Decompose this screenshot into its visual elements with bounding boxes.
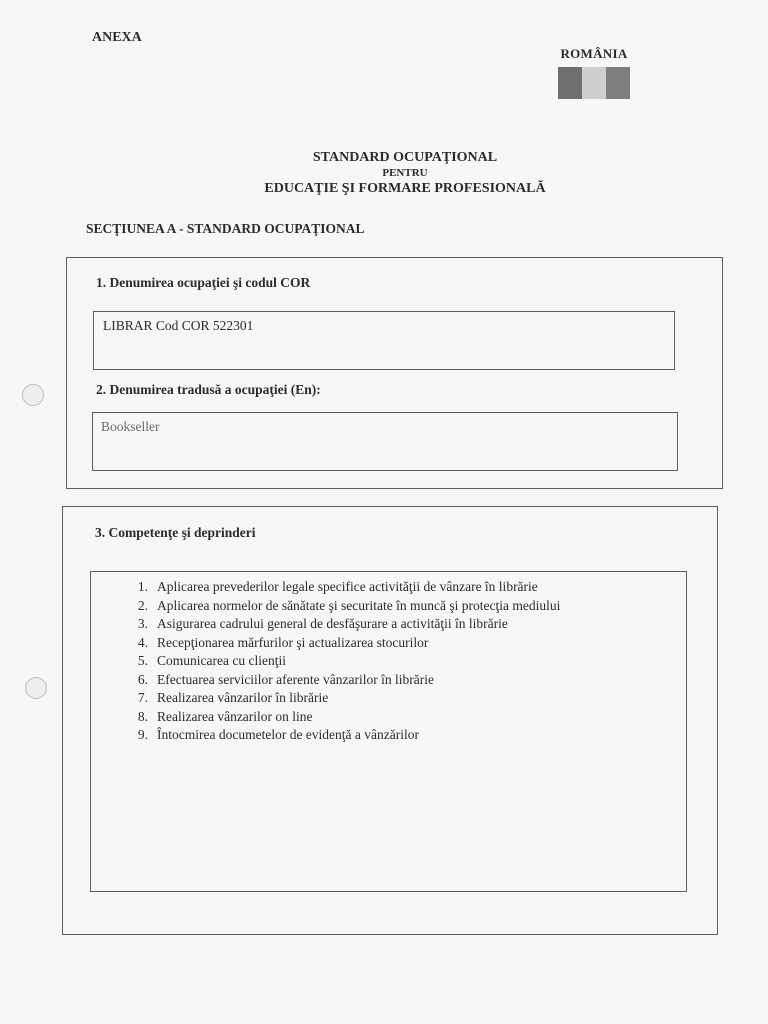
competencies-heading: 3. Competenţe şi deprinderi	[95, 525, 256, 540]
country-label: ROMÂNIA	[560, 46, 628, 61]
punch-hole-icon	[25, 677, 47, 699]
flag-stripe-middle	[582, 67, 606, 99]
translated-heading: 2. Denumirea tradusă a ocupaţiei (En):	[96, 382, 321, 397]
title-line-3: EDUCAŢIE ŞI FORMARE PROFESIONALĂ	[264, 181, 546, 196]
flag-icon	[548, 67, 640, 99]
list-item: 5. Comunicarea cu clienţii	[137, 653, 286, 668]
occupation-value: LIBRAR Cod COR 522301	[103, 318, 254, 333]
document-title	[0, 150, 768, 197]
list-item: 4. Recepţionarea mărfurilor şi actualizarea stocurilor	[137, 634, 429, 650]
list-item: 2. Aplicarea normelor de sănătate şi securitate în muncă şi protecţia mediului	[137, 597, 561, 613]
list-item: 1. Aplicarea prevederilor legale specifice activităţii de vânzare în librărie	[137, 579, 538, 594]
punch-hole-icon	[22, 384, 44, 406]
occupation-heading: 1. Denumirea ocupaţiei şi codul COR	[96, 275, 311, 290]
list-item: 3. Asigurarea cadrului general de desfăşurare a activităţii în librărie	[137, 616, 508, 631]
list-item: 9. Întocmirea documetelor de evidenţă a vânzărilor	[137, 727, 419, 742]
country-block	[548, 46, 640, 99]
list-item: 7. Realizarea vânzarilor în librărie	[137, 690, 329, 705]
title-line-1: STANDARD OCUPAŢIONAL	[312, 150, 498, 165]
flag-stripe-right	[606, 67, 630, 99]
annex-label: ANEXA	[92, 30, 142, 45]
title-line-2: PENTRU	[382, 167, 428, 179]
translated-value: Bookseller	[101, 419, 160, 434]
list-item: 6. Efectuarea serviciilor aferente vânzarilor în librărie	[137, 671, 434, 687]
competencies-list	[118, 578, 560, 745]
section-title: SECŢIUNEA A - STANDARD OCUPAŢIONAL	[86, 221, 365, 236]
list-item: 8. Realizarea vânzarilor on line	[137, 708, 313, 724]
flag-stripe-left	[558, 67, 582, 99]
translated-box	[92, 412, 678, 471]
